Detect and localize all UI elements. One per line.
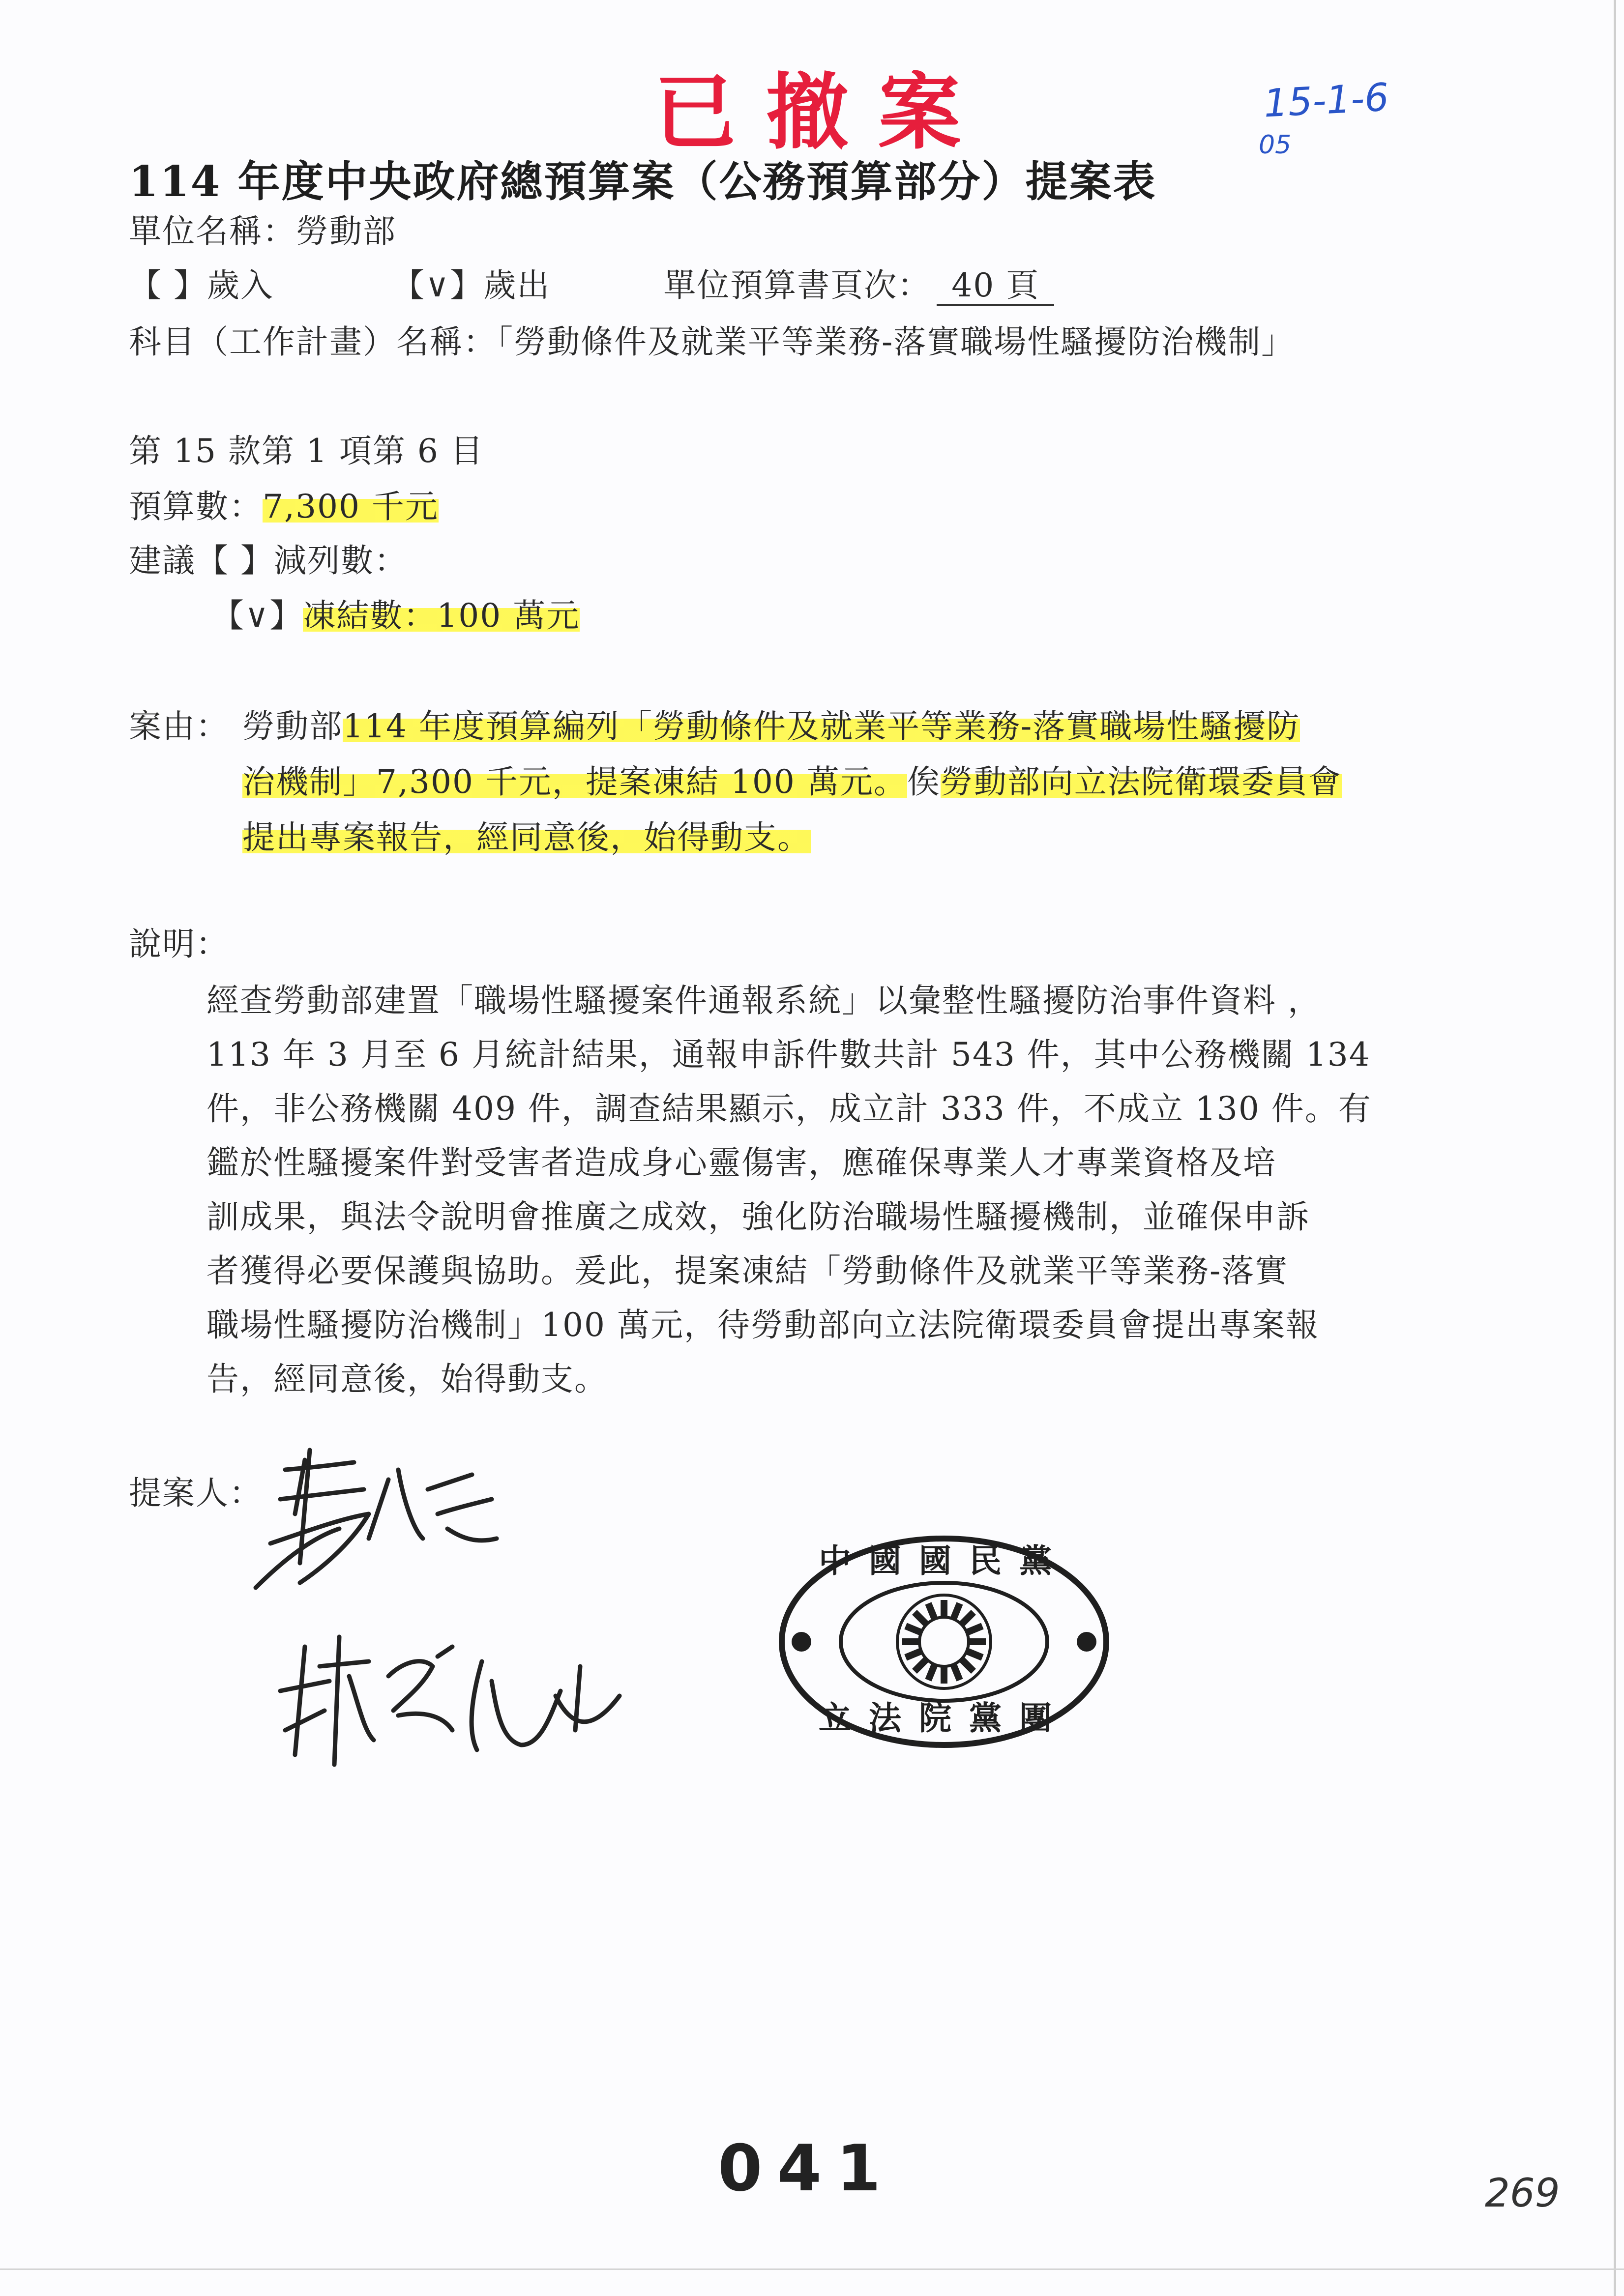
party-seal [777, 1534, 1111, 1750]
freeze-text: 凍結數：100 萬元 [303, 597, 580, 635]
explanation-line: 職場性騷擾防治機制」100 萬元，待勞動部向立法院衛環委員會提出專案報 [207, 1306, 1319, 1344]
freeze-check: 【∨】 [211, 597, 303, 635]
seal-bottom-text: 立法院黨團 [819, 1699, 1069, 1737]
signature-2 [275, 1617, 649, 1784]
reason-line [242, 707, 1300, 745]
seal-top-text: 中國國民黨 [819, 1542, 1069, 1580]
explanation-line: 鑑於性騷擾案件對受害者造成身心靈傷害，應確保專業人才專業資格及培 [207, 1144, 1276, 1182]
budget-amount [129, 488, 439, 525]
explanation-line: 113 年 3 月至 6 月統計結果，通報申訴件數共計 543 件，其中公務機關 134 [207, 1036, 1371, 1074]
handwritten-sheet-number: 269 [1485, 2170, 1560, 2216]
subject-line: 科目（工作計畫）名稱：「勞動條件及就業平等業務-落實職場性騷擾防治機制」 [129, 323, 1295, 361]
expense-option: 【∨】歲出 [391, 266, 551, 304]
reason-highlight: 提出專案報告，經同意後，始得動支。 [242, 818, 811, 856]
handwritten-code: 05 [1259, 130, 1292, 160]
budget-type-line [129, 266, 1054, 306]
document-title: 114 年度中央政府總預算案（公務預算部分）提案表 [129, 157, 1157, 206]
handwritten-date: 15-1-6 [1262, 75, 1390, 126]
signature-1 [241, 1440, 516, 1598]
clause-line: 第 15 款第 1 項第 6 目 [129, 432, 484, 470]
withdrawn-stamp: 已撤案 [654, 64, 990, 161]
reason-line [242, 818, 811, 856]
page-ref-label: 單位預算書頁次： [663, 266, 931, 304]
explanation-line: 者獲得必要保護與協助。爰此，提案凍結「勞動條件及就業平等業務-落實 [207, 1252, 1289, 1290]
freeze-amount [211, 597, 580, 635]
reason-highlight: 114 年度預算編列「勞動條件及就業平等業務-落實職場性騷擾防 [343, 707, 1300, 745]
budget-label: 預算數： [129, 488, 263, 525]
reason-highlight: 治機制」7,300 千元，提案凍結 100 萬元。 [242, 763, 907, 801]
reason-text: 俟 [907, 763, 941, 801]
suggest-reduce-line: 建議【 】減列數： [129, 542, 408, 580]
proposer-label: 提案人： [129, 1474, 263, 1512]
explanation-line: 告，經同意後，始得動支。 [207, 1360, 608, 1398]
reason-highlight: 勞動部向立法院衛環委員會 [940, 763, 1342, 801]
explanation-line: 件，非公務機關 409 件，調查結果顯示，成立計 333 件，不成立 130 件。有 [207, 1090, 1372, 1128]
scan-line [0, 2268, 1624, 2270]
explanation-line: 經查勞動部建置「職場性騷擾案件通報系統」以彙整性騷擾防治事件資料 ， [207, 982, 1321, 1019]
scan-border [1614, 0, 1616, 2296]
reason-line [242, 763, 1342, 801]
explanation-label: 說明： [129, 925, 229, 963]
page-ref-value: 40 頁 [937, 269, 1054, 306]
unit-name: 單位名稱：勞動部 [129, 212, 396, 250]
budget-value: 7,300 千元 [263, 488, 439, 525]
reason-text: 勞動部 [242, 707, 343, 745]
page-number: 041 [718, 2131, 896, 2206]
reason-label: 案由： [129, 707, 229, 745]
explanation-line: 訓成果，與法令說明會推廣之成效，強化防治職場性騷擾機制，並確保申訴 [207, 1198, 1310, 1236]
revenue-option: 【 】歲入 [129, 266, 274, 304]
